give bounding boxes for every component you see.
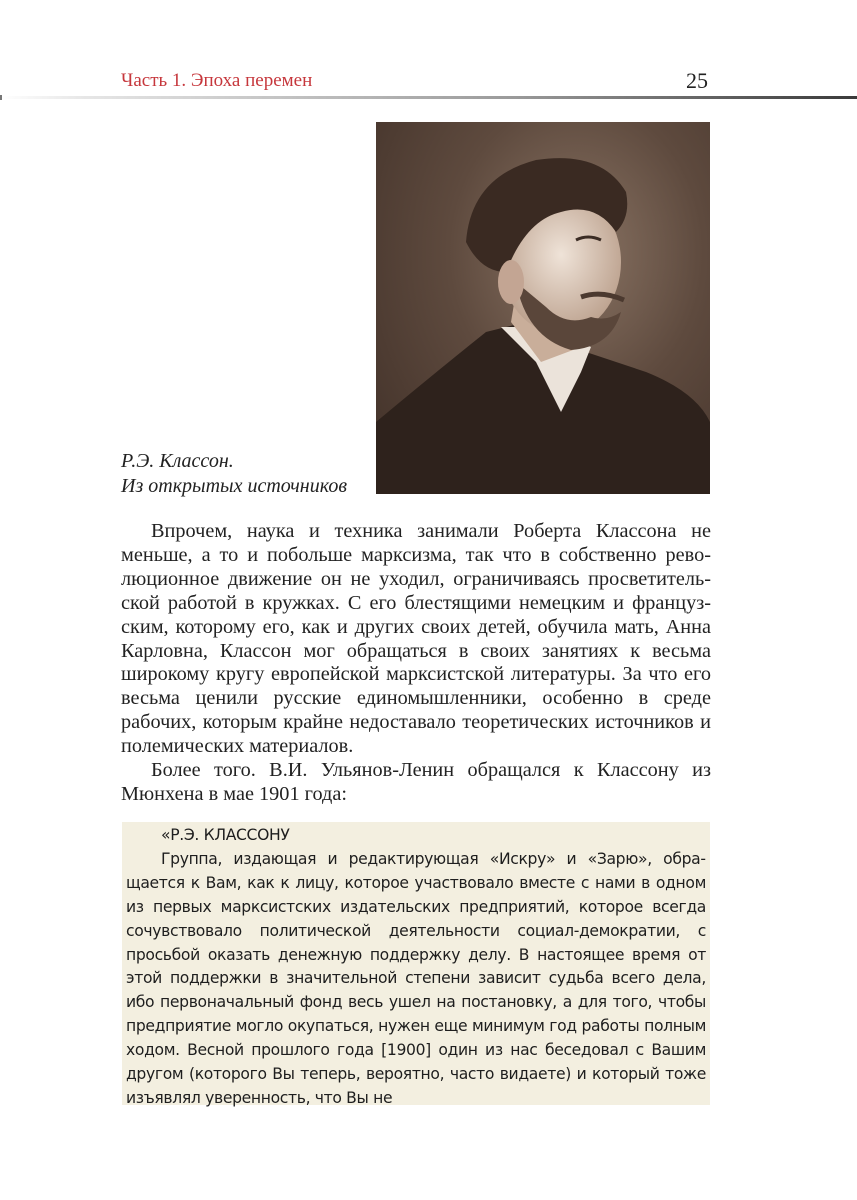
letter-body: Группа, издающая и редактирующая «Искру» и «Зарю», обращается к Вам, как к лицу, которое участвовало вместе с нами в одном из первых марксистских издательских предприятий, которое всегда сочувствовало политической деятельности социал-демократии, с просьбой оказать денежную поддержку делу. В настоящее время от этой поддержки в значительной степени зависит судьба всего дела, ибо первоначальный фонд весь ушел на постановку, а для того, чтобы предприятие могло окупаться, нужен еще минимум год работы полным ходом. Весной прошлого года [1900] один из нас беседовал с Вашим другом (которого Вы теперь, вероятно, часто видаете) и который тоже изъявлял уверенность, что Вы не xyxy=(126,849,706,1107)
caption-name: Р.Э. Классон. xyxy=(121,450,234,472)
photo-caption xyxy=(121,449,347,499)
portrait-illustration xyxy=(376,122,710,494)
letter-addressee: «Р.Э. КЛАССОНУ xyxy=(161,826,290,844)
header-rule xyxy=(0,96,857,99)
letter-quote-text xyxy=(126,824,706,1111)
body-text xyxy=(121,520,711,807)
body-paragraph: Более того. В.И. Ульянов-Ленин обращался к Классону из Мюнхена в мае 1901 года: xyxy=(121,759,711,805)
header-tick-mark xyxy=(0,95,2,100)
portrait-photo xyxy=(376,122,710,494)
letter-quote-box xyxy=(122,822,710,1105)
page-number: 25 xyxy=(686,68,708,93)
running-title: Часть 1. Эпоха перемен xyxy=(121,70,313,91)
body-paragraph: Впрочем, наука и техника занимали Роберта Классона не меньше, а то и побольше марксизма, так что в собственно революционное движение он не уходил, ограничиваясь просветительской работой в кружках. С его блестящими немецким и французским, которому его, как и других своих детей, обучила мать, Анна Карловна, Классон мог обращаться в своих занятиях к весьма широкому кругу европейской марксистской литературы. За что его весьма ценили русские единомышленники, особенно в среде рабочих, которым крайне недоставало теоретических источников и полемических материалов. xyxy=(121,520,711,758)
caption-source: Из открытых источников xyxy=(121,475,347,497)
